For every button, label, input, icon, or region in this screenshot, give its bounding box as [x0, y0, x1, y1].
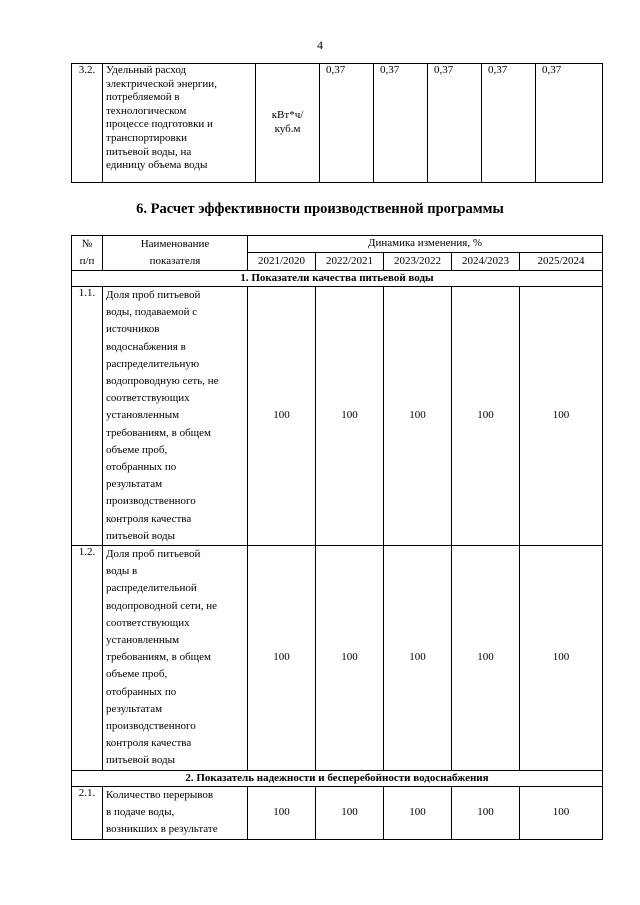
text-line: распределительную: [106, 357, 200, 370]
value-cell: 100: [384, 287, 452, 546]
value-cell: 100: [452, 287, 520, 546]
section-title: 1. Показатели качества питьевой воды: [72, 271, 603, 287]
text-line: Удельный расход: [106, 64, 187, 76]
text-line: контроля качества: [106, 737, 192, 750]
text-line: возникших в результате: [106, 823, 218, 836]
text-line: объеме проб,: [106, 443, 168, 456]
text-line: объеме проб,: [106, 668, 168, 681]
unit-line: куб.м: [274, 123, 301, 135]
year-header: 2024/2023: [452, 253, 520, 271]
text-line: распределительной: [106, 582, 197, 595]
dynamics-header: Динамика изменения, %: [248, 236, 603, 253]
text-line: установленным: [106, 409, 180, 422]
section-heading: 6. Расчет эффективности производственной программы: [136, 201, 504, 217]
text-line: воды в: [106, 565, 138, 578]
value-cell: 100: [520, 287, 603, 546]
top-table: [71, 63, 603, 183]
unit-cell: [256, 64, 320, 183]
text-line: Доля проб питьевой: [106, 548, 201, 561]
text-line: водопроводной сети, не: [106, 599, 218, 612]
value-cell: 100: [316, 287, 384, 546]
row-number: 1.2.: [72, 546, 103, 771]
section-row: [72, 770, 603, 786]
indicator-name: [103, 546, 248, 771]
text-line: водоснабжения в: [106, 340, 186, 353]
header-line: Наименование: [140, 238, 210, 250]
text-line: Доля проб питьевой: [106, 289, 201, 301]
row-number: 1.1.: [72, 287, 103, 546]
table-row: [72, 64, 603, 183]
text-line: процессе подготовки и: [106, 118, 213, 131]
section-row: [72, 271, 603, 287]
indicator-name: [103, 287, 248, 546]
value-cell: 100: [452, 546, 520, 771]
value-cell: 0,37: [482, 64, 536, 183]
header-row: [72, 236, 603, 253]
text-line: питьевой воды: [106, 529, 176, 542]
year-header: 2022/2021: [316, 253, 384, 271]
text-line: в подаче воды,: [106, 805, 175, 818]
text-line: производственного: [106, 495, 196, 508]
value-cell: 0,37: [374, 64, 428, 183]
text-line: электрической энергии,: [106, 77, 217, 90]
value-cell: 100: [384, 546, 452, 771]
text-line: контроля качества: [106, 512, 192, 525]
text-line: соответствующих: [106, 392, 190, 405]
header-line: п/п: [79, 255, 95, 267]
table-row: [72, 546, 603, 771]
value-cell: 100: [248, 287, 316, 546]
text-line: питьевой воды, на: [106, 145, 192, 158]
unit-line: кВт*ч/: [271, 109, 304, 122]
page-number: 4: [317, 38, 323, 52]
col-header-name: [103, 236, 248, 271]
text-line: соответствующих: [106, 616, 190, 629]
header-line: показателя: [149, 255, 201, 267]
text-line: единицу объема воды: [106, 159, 208, 172]
text-line: отобранных по: [106, 685, 177, 698]
text-line: требованиям, в общем: [106, 426, 211, 439]
text-line: отобранных по: [106, 461, 177, 474]
text-line: транспортировки: [106, 131, 187, 144]
text-line: технологическом: [106, 104, 187, 117]
text-line: потребляемой в: [106, 91, 180, 104]
col-header-num: [72, 236, 103, 271]
value-cell: 100: [316, 546, 384, 771]
efficiency-table: [71, 235, 603, 840]
text-line: результатам: [106, 478, 163, 491]
header-line: №: [81, 238, 93, 250]
year-header: 2025/2024: [520, 253, 603, 271]
section-title: 2. Показатель надежности и бесперебойности водоснабжения: [72, 770, 603, 786]
text-line: результатам: [106, 702, 163, 715]
indicator-name: [103, 786, 248, 839]
value-cell: 100: [520, 786, 603, 839]
year-header: 2023/2022: [384, 253, 452, 271]
table-row: [72, 786, 603, 839]
value-cell: 100: [384, 786, 452, 839]
text-line: установленным: [106, 634, 180, 647]
text-line: источников: [106, 323, 160, 336]
value-cell: 100: [452, 786, 520, 839]
text-line: водопроводную сеть, не: [106, 375, 219, 388]
year-header: 2021/2020: [248, 253, 316, 271]
text-line: воды, подаваемой с: [106, 306, 198, 319]
row-number: 2.1.: [72, 786, 103, 839]
text-line: питьевой воды: [106, 754, 176, 767]
value-cell: 100: [520, 546, 603, 771]
text-line: производственного: [106, 720, 196, 733]
value-cell: 0,37: [320, 64, 374, 183]
text-line: Количество перерывов: [106, 788, 214, 801]
value-cell: 100: [248, 546, 316, 771]
value-cell: 100: [316, 786, 384, 839]
value-cell: 100: [248, 786, 316, 839]
indicator-name: [103, 64, 256, 183]
value-cell: 0,37: [428, 64, 482, 183]
value-cell: 0,37: [536, 64, 603, 183]
text-line: требованиям, в общем: [106, 651, 211, 664]
row-number: 3.2.: [72, 64, 103, 183]
table-row: [72, 287, 603, 546]
